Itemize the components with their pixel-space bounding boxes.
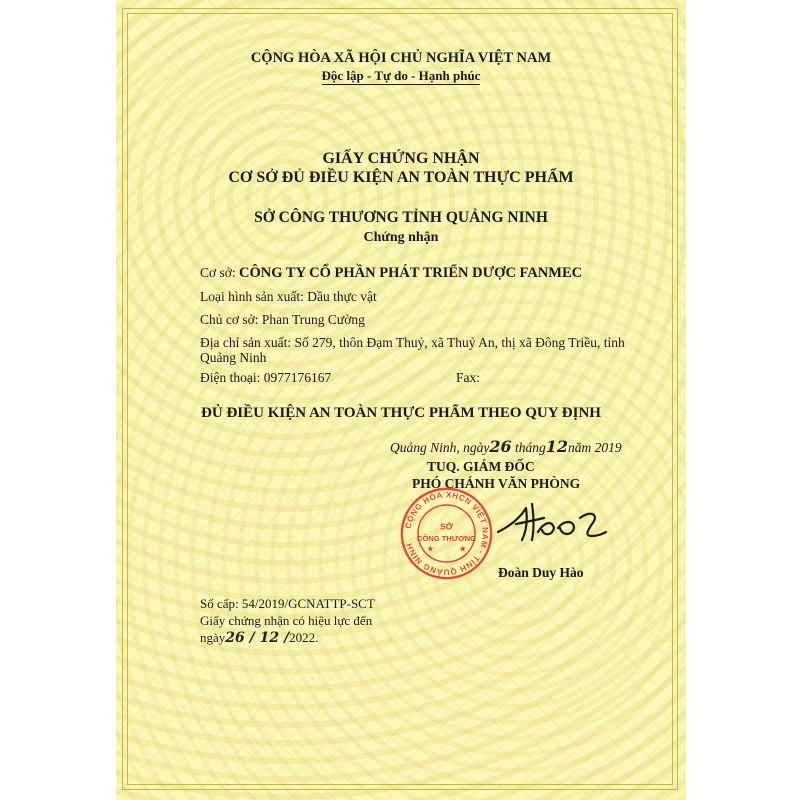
production-type-row	[200, 289, 377, 305]
national-title: CỘNG HÒA XÃ HỘI CHỦ NGHĨA VIỆT NAM	[250, 50, 552, 66]
phone-row	[200, 370, 331, 386]
svg-text:★: ★	[458, 543, 467, 554]
signatory-name: Đoàn Duy Hào	[498, 565, 584, 580]
date-month: 12	[545, 437, 569, 456]
svg-text:★: ★	[426, 543, 435, 554]
address-label: Địa chỉ sản xuất:	[200, 335, 292, 350]
facility-row	[200, 265, 582, 282]
validity-text: Giấy chứng nhận có hiệu lực đến	[200, 613, 373, 628]
production-type-label: Loại hình sản xuất:	[200, 289, 304, 304]
address-value-line1: Số 279, thôn Đạm Thuỷ, xã Thuỷ An, thị xã Đông Triều, tỉnh	[294, 335, 625, 350]
facility-value: CÔNG TY CỔ PHẦN PHÁT TRIỂN DƯỢC FANMEC	[239, 265, 583, 281]
svg-text:SỞ: SỞ	[440, 521, 453, 532]
address-value-line2: Quảng Ninh	[200, 350, 267, 365]
owner-value: Phan Trung Cường	[261, 312, 365, 327]
signatory-role-1: TUQ. GIÁM ĐỐC	[427, 459, 535, 474]
certificate-subtitle: CƠ SỞ ĐỦ ĐIỀU KIỆN AN TOÀN THỰC PHẨM	[228, 169, 574, 186]
validity-prefix: ngày	[200, 630, 226, 645]
owner-label: Chủ cơ sở:	[200, 312, 259, 327]
phone-label: Điện thoại:	[200, 370, 261, 385]
handwritten-signature	[492, 492, 610, 548]
certificate-number-row	[200, 596, 375, 612]
date-year: năm 2019	[568, 440, 622, 455]
inner-border	[127, 13, 673, 785]
certificate-number-value: 54/2019/GCNATTP-SCT	[241, 596, 375, 611]
validity-date-handwritten: 26 / 12 /	[225, 630, 290, 646]
issuer-certifies: Chứng nhận	[363, 230, 439, 245]
national-motto	[116, 68, 686, 84]
owner-row	[200, 312, 365, 328]
production-type-value: Dầu thực vật	[307, 289, 377, 304]
issuer-name: SỞ CÔNG THƯƠNG TỈNH QUẢNG NINH	[254, 209, 548, 226]
phone-value: 0977176167	[263, 370, 332, 385]
certificate-title: GIẤY CHỨNG NHẬN	[322, 150, 480, 167]
date-day: 26	[489, 437, 512, 456]
svg-text:CỘNG HÒA XHCN VIỆT NAM · TỈNH: CỘNG HÒA XHCN VIỆT NAM · TỈNH QUẢNG NINH	[403, 490, 490, 577]
fax-label: Fax:	[456, 370, 481, 385]
date-month-label: tháng	[515, 440, 546, 455]
validity-date-row	[200, 630, 318, 646]
issue-date	[390, 437, 622, 456]
motto-text: Độc lập - Tự do - Hạnh phúc	[321, 68, 481, 83]
certificate-number-label: Số cấp:	[200, 596, 239, 611]
signatory-role-2: PHÓ CHÁNH VĂN PHÒNG	[412, 476, 581, 491]
address-row	[200, 335, 625, 351]
date-place: Quảng Ninh, ngày	[390, 440, 490, 455]
certificate-document	[116, 0, 686, 800]
svg-text:CÔNG THƯƠNG: CÔNG THƯƠNG	[416, 534, 477, 544]
validity-year: 2022.	[289, 630, 319, 645]
official-seal-stamp	[399, 486, 494, 581]
facility-label: Cơ sở:	[200, 265, 236, 280]
conclusion-statement: ĐỦ ĐIỀU KIỆN AN TOÀN THỰC PHẨM THEO QUY ĐỊNH	[201, 405, 601, 421]
